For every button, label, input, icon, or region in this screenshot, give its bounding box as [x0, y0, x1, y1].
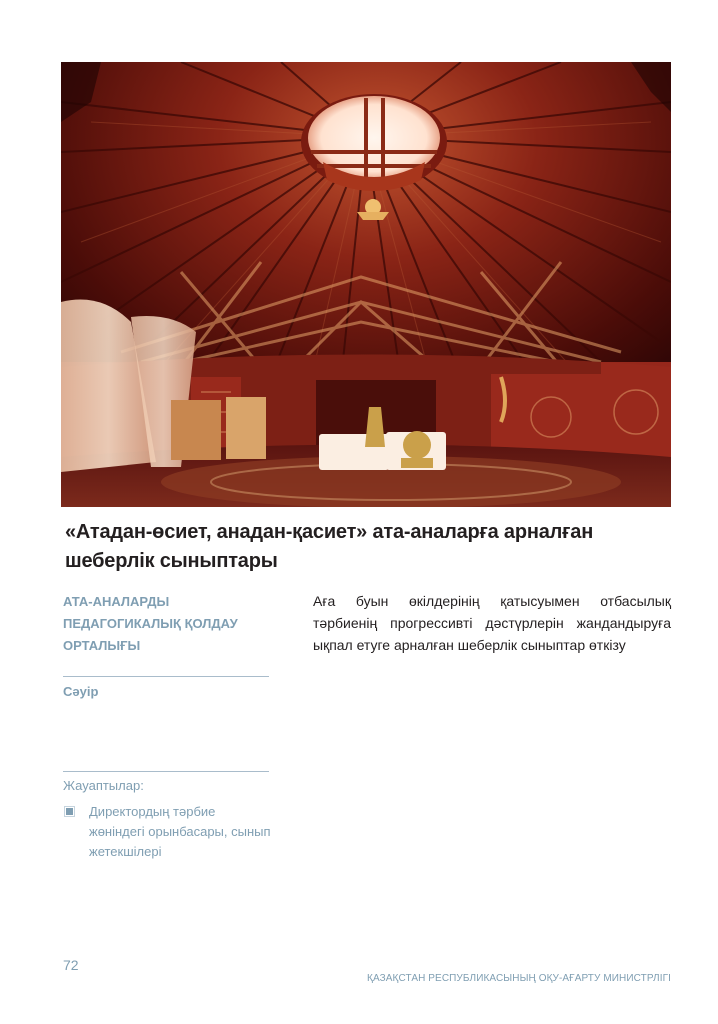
event-description: Аға буын өкілдерінің қатысуымен отбасылық тәрбиенің прогрессивті дәстүрлерін жандандыруға ықпал етуге арналған шеберлік сыныптар өткізу [313, 593, 671, 653]
yurt-interior-photo [61, 62, 671, 507]
responsible-person: Директордың тәрбие жөніндегі орынбасары, сынып жетекшілері [89, 804, 271, 859]
page-title: «Атадан-өсиет, анадан-қасиет» ата-аналарға арналған шеберлік сыныптары [65, 521, 594, 572]
responsible-list [63, 801, 273, 861]
list-item [63, 801, 273, 861]
divider [63, 676, 269, 677]
square-bullet-icon [64, 806, 75, 817]
page-number: 72 [63, 957, 79, 973]
yurt-interior-image [61, 62, 671, 507]
footer-ministry: ҚАЗАҚСТАН РЕСПУБЛИКАСЫНЫҢ ОҚУ-АҒАРТУ МИНИСТРЛІГІ [367, 973, 671, 984]
divider [63, 771, 269, 772]
event-month: Сәуір [63, 684, 99, 699]
responsible-label: Жауаптылар: [63, 778, 144, 793]
organization-name: АТА-АНАЛАРДЫ ПЕДАГОГИКАЛЫҚ ҚОЛДАУ ОРТАЛЫҒЫ [63, 594, 238, 653]
